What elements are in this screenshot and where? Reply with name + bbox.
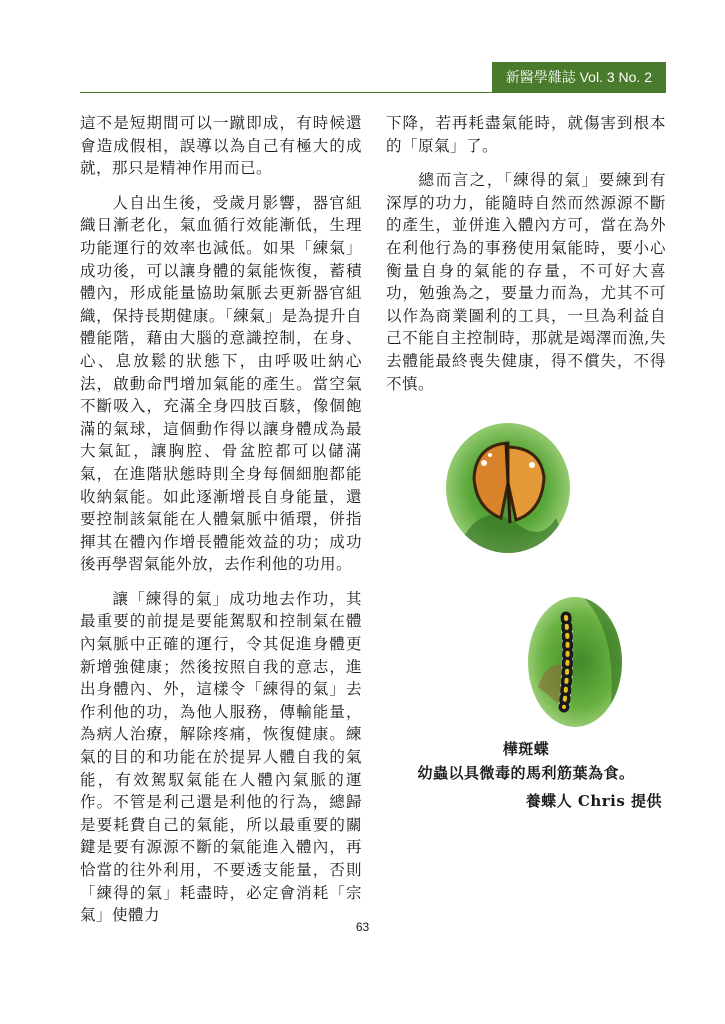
page-number: 63 bbox=[355, 920, 370, 934]
butterfly-icon bbox=[446, 423, 570, 553]
paragraph: 下降，若再耗盡氣能時，就傷害到根本的「原氣」了。 bbox=[386, 114, 666, 155]
caterpillar-icon bbox=[528, 597, 622, 727]
paragraph: 人自出生後，受歲月影響，器官組織日漸老化，氣血循行效能漸低，生理功能運行的效率也減低。如果「練氣」成功後，可以讓身體的氣能恢復，蓄積體內，形成能量協助氣脈去更新器官組織，保持長期健康。「練氣」是為提升自體能階，藉由大腦的意識控制，在身、心、息放鬆的狀態下，由呼吸吐納心法，啟動命門增加氣能的產生。當空氣不斷吸入，充滿全身四肢百駭，像個飽滿的氣球，這個動作得以讓身體成為最大氣缸，讓胸腔、骨盆腔都可以儲滿氣，在進階狀態時則全身每個細胞都能收納氣能。如此逐漸增長自身能量，還要控制該氣能在人體氣脈中循環，併指揮其在體內作增長體能效益的功；成功後再學習氣能外放，去作利他的功用。 bbox=[80, 193, 362, 574]
magazine-badge: 新醫學雜誌 Vol. 3 No. 2 bbox=[492, 62, 666, 92]
figure-title: 樺斑蝶 bbox=[502, 740, 550, 758]
right-column bbox=[386, 112, 666, 407]
figure-description: 幼蟲以具微毒的馬利筋葉為食。 bbox=[417, 764, 635, 782]
left-column bbox=[80, 112, 362, 939]
butterfly-photo bbox=[446, 423, 570, 553]
paragraph: 這不是短期間可以一蹴即成，有時候還會造成假相，誤導以為自己有極大的成就，那只是精神作用而已。 bbox=[80, 114, 362, 178]
caterpillar-photo bbox=[528, 597, 622, 727]
paragraph: 總而言之，「練得的氣」要練到有深厚的功力，能隨時自然而然源源不斷的產生，並併進入體內方可，當在為外在利他行為的事務使用氣能時，要小心衡量自身的氣能的存量，不可好大喜功，勉強為之，要量力而為，尤其不可以作為商業圖利的工具，一旦為利益自己不能自主控制時，那就是竭澤而漁,失去體能最終喪失健康，得不償失，不得不慎。 bbox=[386, 171, 666, 393]
paragraph: 讓「練得的氣」成功地去作功，其最重要的前提是要能駕馭和控制氣在體內氣脈中正確的運行，令其促進身體更新增強健康；然後按照自我的意志，進出身體內、外，這樣令「練得的氣」去作利他的功，為他人服務，傳輸能量，為病人治療，解除疼痛，恢復健康。練氣的目的和功能在於提昇人體自我的氣能，有效駕馭氣能在人體內氣脈的運作。不管是利己還是利他的行為，總歸是要耗費自己的氣能，所以最重要的關鍵是要有源源不斷的氣能進入體內，再恰當的往外利用，不要透支能量，否則「練得的氣」耗盡時，必定會消耗「宗氣」使體力 bbox=[80, 589, 362, 925]
figure-credit: 養蝶人 Chris 提供 bbox=[525, 792, 662, 810]
header-rule bbox=[80, 92, 666, 93]
